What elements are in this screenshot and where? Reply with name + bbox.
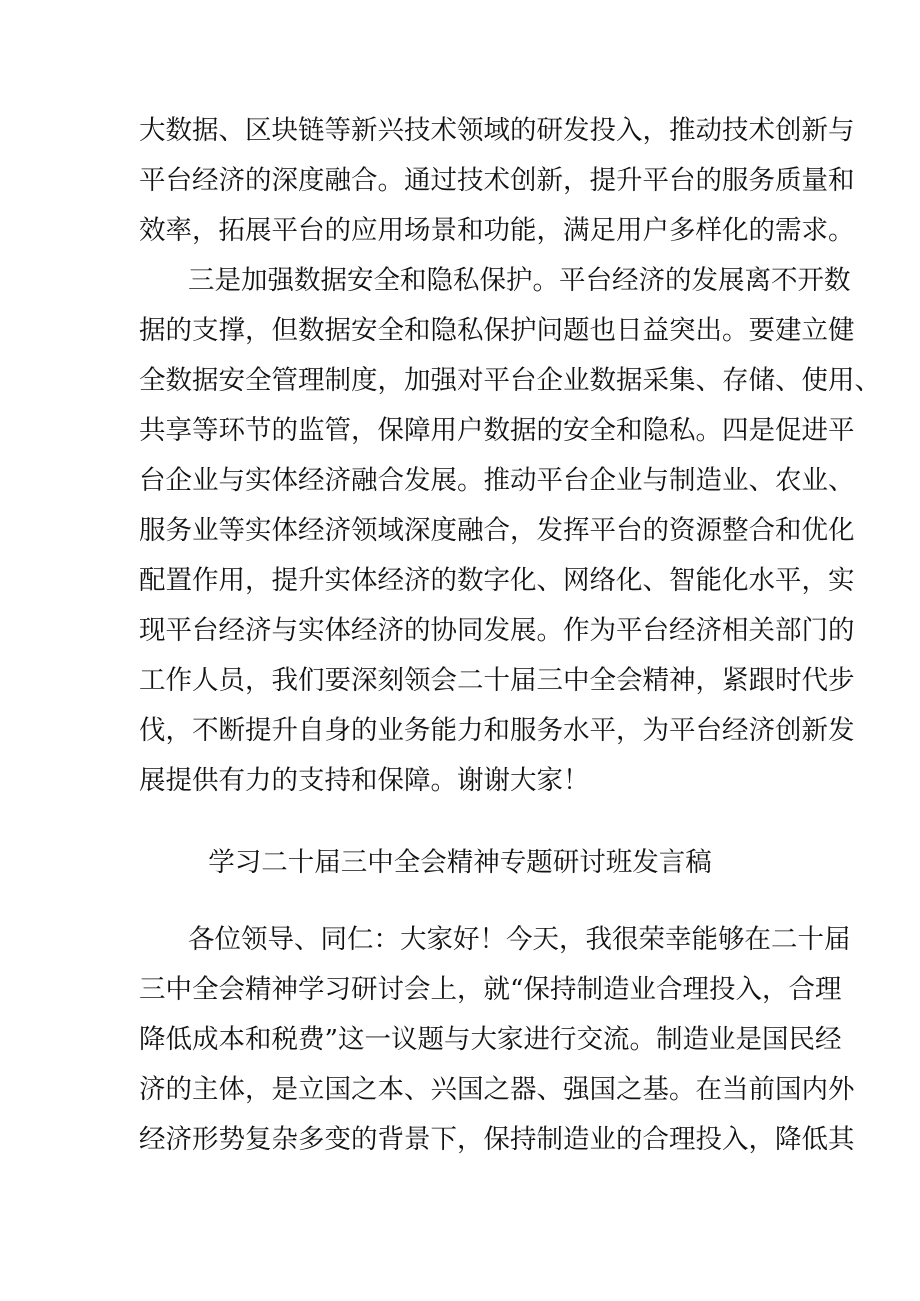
paragraph-line: 平台经济的深度融合。通过技术创新，提升平台的服务质量和 [139, 165, 855, 196]
paragraph-line: 各位领导、同仁：大家好！今天，我很荣幸能够在二十届 [188, 924, 851, 955]
paragraph-line: 降低成本和税费”这一议题与大家进行交流。制造业是国民经 [139, 1024, 842, 1055]
document-title: 学习二十届三中全会精神专题研讨班发言稿 [208, 847, 712, 878]
paragraph-line: 大数据、区块链等新兴技术领域的研发投入，推动技术创新与 [139, 115, 855, 146]
paragraph-line: 三是加强数据安全和隐私保护。平台经济的发展离不开数 [188, 265, 851, 296]
paragraph-line: 经济形势复杂多变的背景下，保持制造业的合理投入，降低其 [139, 1124, 855, 1155]
paragraph-line: 台企业与实体经济融合发展。推动平台企业与制造业、农业、 [139, 465, 855, 496]
paragraph-line: 效率，拓展平台的应用场景和功能，满足用户多样化的需求。 [139, 215, 855, 246]
paragraph-line: 全数据安全管理制度，加强对平台企业数据采集、存储、使用、 [139, 365, 881, 396]
paragraph-line: 三中全会精神学习研讨会上，就“保持制造业合理投入，合理 [139, 974, 842, 1005]
paragraph-line: 济的主体，是立国之本、兴国之器、强国之基。在当前国内外 [139, 1074, 855, 1105]
paragraph-line: 现平台经济与实体经济的协同发展。作为平台经济相关部门的 [139, 615, 855, 646]
paragraph-line: 据的支撑，但数据安全和隐私保护问题也日益突出。要建立健 [139, 315, 855, 346]
paragraph-line: 伐，不断提升自身的业务能力和服务水平，为平台经济创新发 [139, 715, 855, 746]
paragraph-line: 配置作用，提升实体经济的数字化、网络化、智能化水平，实 [139, 565, 855, 596]
paragraph-line: 工作人员，我们要深刻领会二十届三中全会精神，紧跟时代步 [139, 665, 855, 696]
paragraph-line: 共享等环节的监管，保障用户数据的安全和隐私。四是促进平 [139, 415, 855, 446]
paragraph-line: 展提供有力的支持和保障。谢谢大家！ [139, 765, 590, 796]
paragraph-line: 服务业等实体经济领域深度融合，发挥平台的资源整合和优化 [139, 515, 855, 546]
